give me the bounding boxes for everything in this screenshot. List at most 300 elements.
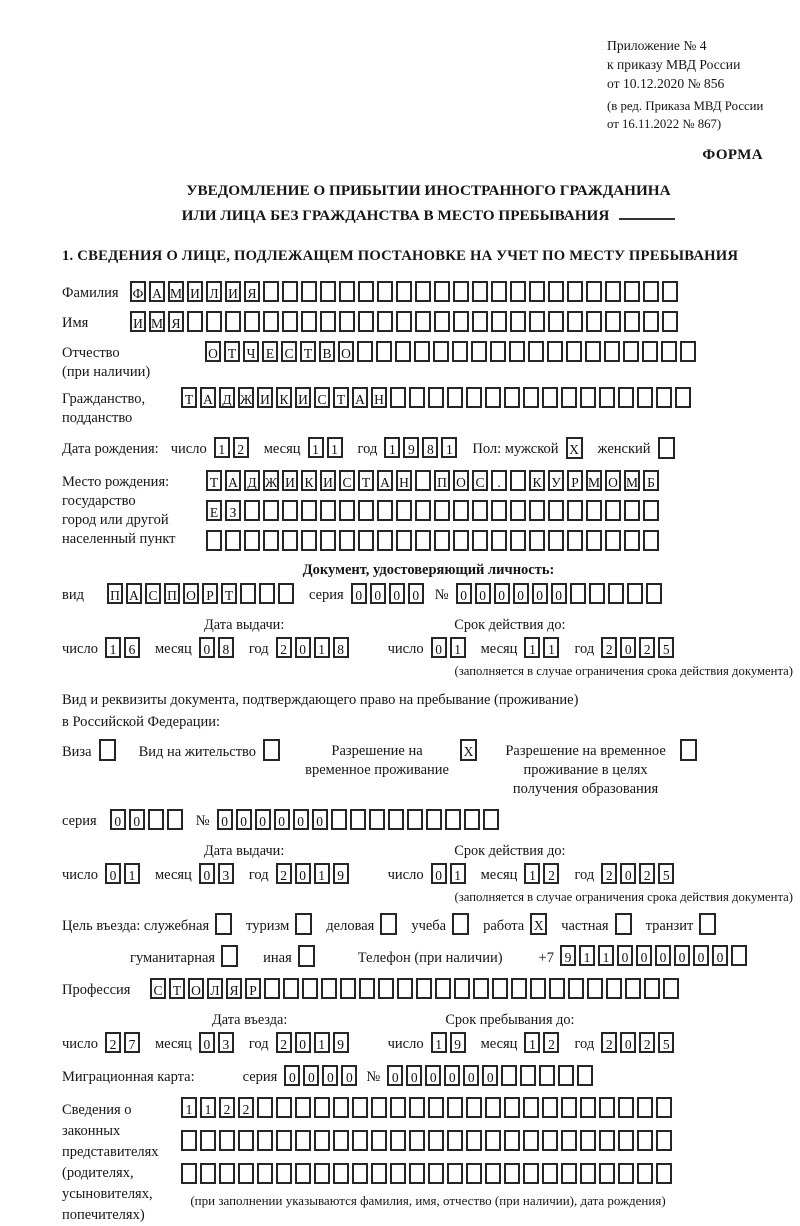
char-cell[interactable]: 6 [124, 637, 140, 658]
char-cell[interactable] [314, 1163, 330, 1184]
purpose-work-checkbox[interactable] [530, 913, 550, 939]
char-cell[interactable]: Б [643, 470, 659, 491]
char-cell[interactable]: 1 [200, 1097, 216, 1118]
char-cell[interactable]: 0 [406, 1065, 422, 1086]
char-cell[interactable] [523, 1097, 539, 1118]
char-cell[interactable] [395, 341, 411, 362]
char-cell[interactable] [585, 341, 601, 362]
char-cell[interactable]: Ж [238, 387, 254, 408]
char-cell[interactable] [426, 809, 442, 830]
char-cell[interactable] [548, 281, 564, 302]
char-cell[interactable]: Ф [130, 281, 146, 302]
permit-valid-month-input[interactable] [524, 863, 562, 888]
char-cell[interactable] [320, 281, 336, 302]
char-cell[interactable] [656, 387, 672, 408]
char-cell[interactable]: 0 [312, 809, 328, 830]
char-cell[interactable] [586, 530, 602, 551]
char-cell[interactable] [282, 530, 298, 551]
char-cell[interactable] [371, 1130, 387, 1151]
char-cell[interactable] [225, 311, 241, 332]
char-cell[interactable] [376, 341, 392, 362]
char-cell[interactable] [428, 1097, 444, 1118]
char-cell[interactable]: 0 [617, 945, 633, 966]
char-cell[interactable]: И [187, 281, 203, 302]
char-cell[interactable] [415, 281, 431, 302]
char-cell[interactable] [333, 1097, 349, 1118]
char-cell[interactable]: 7 [124, 1032, 140, 1053]
char-cell[interactable]: 5 [658, 1032, 674, 1053]
char-cell[interactable]: О [338, 341, 354, 362]
char-cell[interactable] [466, 1097, 482, 1118]
char-cell[interactable] [415, 470, 431, 491]
char-cell[interactable] [472, 281, 488, 302]
char-cell[interactable]: Т [358, 470, 374, 491]
char-cell[interactable] [435, 978, 451, 999]
char-cell[interactable]: X [530, 913, 547, 935]
char-cell[interactable] [548, 500, 564, 521]
char-cell[interactable] [466, 1130, 482, 1151]
entry-year-input[interactable] [276, 1032, 352, 1057]
char-cell[interactable] [580, 1163, 596, 1184]
char-cell[interactable]: 0 [532, 583, 548, 604]
char-cell[interactable] [352, 1097, 368, 1118]
char-cell[interactable]: 8 [422, 437, 438, 458]
char-cell[interactable] [656, 1097, 672, 1118]
char-cell[interactable]: 2 [233, 437, 249, 458]
char-cell[interactable] [167, 809, 183, 830]
char-cell[interactable]: 0 [295, 1032, 311, 1053]
char-cell[interactable] [320, 500, 336, 521]
char-cell[interactable]: Л [207, 978, 223, 999]
doc-valid-year-input[interactable] [601, 637, 677, 662]
char-cell[interactable] [263, 739, 280, 761]
birth-place-input-row3[interactable] [206, 530, 662, 555]
char-cell[interactable] [637, 1163, 653, 1184]
char-cell[interactable]: 0 [284, 1065, 300, 1086]
char-cell[interactable]: 1 [105, 637, 121, 658]
char-cell[interactable]: О [453, 470, 469, 491]
char-cell[interactable]: 0 [408, 583, 424, 604]
char-cell[interactable]: 0 [674, 945, 690, 966]
char-cell[interactable]: К [276, 387, 292, 408]
char-cell[interactable]: Д [219, 387, 235, 408]
char-cell[interactable] [618, 1097, 634, 1118]
char-cell[interactable]: Л [206, 281, 222, 302]
char-cell[interactable] [510, 470, 526, 491]
char-cell[interactable]: Д [244, 470, 260, 491]
char-cell[interactable]: Е [206, 500, 222, 521]
char-cell[interactable] [396, 311, 412, 332]
char-cell[interactable] [433, 341, 449, 362]
char-cell[interactable] [390, 1097, 406, 1118]
char-cell[interactable] [529, 500, 545, 521]
sex-female-checkbox[interactable] [658, 437, 678, 462]
char-cell[interactable]: 0 [295, 637, 311, 658]
char-cell[interactable] [148, 809, 164, 830]
char-cell[interactable] [181, 1130, 197, 1151]
char-cell[interactable] [567, 530, 583, 551]
char-cell[interactable] [301, 281, 317, 302]
char-cell[interactable]: 0 [236, 809, 252, 830]
char-cell[interactable]: 0 [693, 945, 709, 966]
char-cell[interactable] [302, 978, 318, 999]
char-cell[interactable]: 0 [217, 809, 233, 830]
char-cell[interactable] [662, 281, 678, 302]
char-cell[interactable] [447, 1163, 463, 1184]
char-cell[interactable]: Т [300, 341, 316, 362]
char-cell[interactable] [586, 500, 602, 521]
char-cell[interactable] [504, 1130, 520, 1151]
char-cell[interactable] [397, 978, 413, 999]
char-cell[interactable] [283, 978, 299, 999]
char-cell[interactable] [377, 281, 393, 302]
purpose-tourism-checkbox[interactable] [295, 913, 315, 939]
char-cell[interactable] [680, 341, 696, 362]
char-cell[interactable] [523, 1130, 539, 1151]
char-cell[interactable] [586, 311, 602, 332]
phone-input[interactable] [560, 945, 750, 971]
char-cell[interactable] [452, 913, 469, 935]
char-cell[interactable] [390, 1163, 406, 1184]
char-cell[interactable] [340, 978, 356, 999]
char-cell[interactable]: 2 [601, 1032, 617, 1053]
char-cell[interactable] [200, 1163, 216, 1184]
permit-issue-year-input[interactable] [276, 863, 352, 888]
char-cell[interactable]: 2 [238, 1097, 254, 1118]
char-cell[interactable]: Ж [263, 470, 279, 491]
char-cell[interactable] [510, 311, 526, 332]
char-cell[interactable]: Я [244, 281, 260, 302]
char-cell[interactable] [282, 500, 298, 521]
char-cell[interactable] [542, 387, 558, 408]
char-cell[interactable] [542, 1163, 558, 1184]
char-cell[interactable] [276, 1097, 292, 1118]
char-cell[interactable] [528, 341, 544, 362]
char-cell[interactable]: 1 [384, 437, 400, 458]
representatives-input-row2[interactable] [181, 1130, 675, 1155]
char-cell[interactable]: И [257, 387, 273, 408]
char-cell[interactable]: 0 [274, 809, 290, 830]
char-cell[interactable] [434, 281, 450, 302]
char-cell[interactable] [605, 500, 621, 521]
char-cell[interactable] [445, 809, 461, 830]
stay-year-input[interactable] [601, 1032, 677, 1057]
char-cell[interactable] [642, 341, 658, 362]
char-cell[interactable]: В [319, 341, 335, 362]
doc-issue-year-input[interactable] [276, 637, 352, 662]
char-cell[interactable]: 0 [199, 863, 215, 884]
char-cell[interactable]: 0 [351, 583, 367, 604]
char-cell[interactable] [244, 530, 260, 551]
char-cell[interactable]: 2 [219, 1097, 235, 1118]
char-cell[interactable] [567, 500, 583, 521]
profession-input[interactable] [150, 978, 682, 1003]
char-cell[interactable]: О [605, 470, 621, 491]
char-cell[interactable] [428, 387, 444, 408]
char-cell[interactable]: Н [396, 470, 412, 491]
char-cell[interactable] [618, 387, 634, 408]
permit-issue-month-input[interactable] [199, 863, 237, 888]
char-cell[interactable] [447, 387, 463, 408]
temp-residence-edu-checkbox[interactable] [680, 739, 700, 765]
char-cell[interactable] [453, 281, 469, 302]
stay-day-input[interactable] [431, 1032, 469, 1057]
char-cell[interactable]: 0 [431, 637, 447, 658]
char-cell[interactable] [567, 311, 583, 332]
char-cell[interactable] [238, 1163, 254, 1184]
char-cell[interactable] [295, 1097, 311, 1118]
char-cell[interactable]: 0 [551, 583, 567, 604]
char-cell[interactable] [485, 387, 501, 408]
char-cell[interactable]: 0 [431, 863, 447, 884]
char-cell[interactable] [491, 530, 507, 551]
char-cell[interactable] [510, 281, 526, 302]
char-cell[interactable] [206, 530, 222, 551]
char-cell[interactable] [396, 500, 412, 521]
char-cell[interactable] [396, 530, 412, 551]
char-cell[interactable] [452, 341, 468, 362]
char-cell[interactable]: 0 [129, 809, 145, 830]
doc-type-input[interactable] [107, 583, 297, 608]
birth-month-input[interactable] [308, 437, 346, 462]
char-cell[interactable]: 2 [105, 1032, 121, 1053]
char-cell[interactable] [295, 913, 312, 935]
char-cell[interactable]: 2 [276, 637, 292, 658]
char-cell[interactable] [295, 1163, 311, 1184]
char-cell[interactable]: 2 [639, 637, 655, 658]
char-cell[interactable]: С [281, 341, 297, 362]
char-cell[interactable]: 0 [293, 809, 309, 830]
char-cell[interactable] [415, 530, 431, 551]
char-cell[interactable]: С [339, 470, 355, 491]
char-cell[interactable] [491, 500, 507, 521]
char-cell[interactable] [301, 500, 317, 521]
char-cell[interactable] [623, 341, 639, 362]
char-cell[interactable] [339, 311, 355, 332]
char-cell[interactable] [358, 530, 374, 551]
char-cell[interactable] [447, 1130, 463, 1151]
char-cell[interactable]: 9 [450, 1032, 466, 1053]
char-cell[interactable] [200, 1130, 216, 1151]
char-cell[interactable]: 0 [199, 1032, 215, 1053]
char-cell[interactable]: У [548, 470, 564, 491]
char-cell[interactable] [490, 341, 506, 362]
char-cell[interactable]: 1 [314, 1032, 330, 1053]
char-cell[interactable]: 0 [110, 809, 126, 830]
entry-month-input[interactable] [199, 1032, 237, 1057]
char-cell[interactable] [447, 1097, 463, 1118]
char-cell[interactable] [371, 1097, 387, 1118]
char-cell[interactable]: 5 [658, 863, 674, 884]
char-cell[interactable]: Р [202, 583, 218, 604]
char-cell[interactable]: 0 [655, 945, 671, 966]
char-cell[interactable] [295, 1130, 311, 1151]
char-cell[interactable] [624, 530, 640, 551]
char-cell[interactable]: М [168, 281, 184, 302]
char-cell[interactable] [580, 1097, 596, 1118]
char-cell[interactable]: 2 [639, 1032, 655, 1053]
char-cell[interactable] [339, 500, 355, 521]
char-cell[interactable]: 0 [444, 1065, 460, 1086]
char-cell[interactable] [577, 1065, 593, 1086]
temp-residence-permit-checkbox[interactable] [460, 739, 480, 765]
char-cell[interactable] [339, 281, 355, 302]
char-cell[interactable]: 2 [276, 1032, 292, 1053]
permit-number-input[interactable] [217, 809, 502, 834]
char-cell[interactable] [472, 311, 488, 332]
char-cell[interactable]: 0 [387, 1065, 403, 1086]
char-cell[interactable] [453, 500, 469, 521]
char-cell[interactable]: Е [262, 341, 278, 362]
char-cell[interactable]: Р [245, 978, 261, 999]
char-cell[interactable] [625, 978, 641, 999]
char-cell[interactable] [219, 1163, 235, 1184]
char-cell[interactable] [257, 1130, 273, 1151]
char-cell[interactable] [377, 311, 393, 332]
char-cell[interactable] [409, 1130, 425, 1151]
char-cell[interactable] [99, 739, 116, 761]
char-cell[interactable] [520, 1065, 536, 1086]
char-cell[interactable] [264, 978, 280, 999]
representatives-input-row1[interactable] [181, 1097, 675, 1122]
char-cell[interactable] [561, 1130, 577, 1151]
char-cell[interactable]: X [566, 437, 583, 459]
char-cell[interactable]: Н [371, 387, 387, 408]
char-cell[interactable]: 9 [333, 863, 349, 884]
char-cell[interactable] [605, 530, 621, 551]
char-cell[interactable]: О [183, 583, 199, 604]
char-cell[interactable]: И [225, 281, 241, 302]
char-cell[interactable] [637, 1097, 653, 1118]
char-cell[interactable]: А [149, 281, 165, 302]
char-cell[interactable] [187, 311, 203, 332]
doc-valid-day-input[interactable] [431, 637, 469, 662]
char-cell[interactable]: С [472, 470, 488, 491]
char-cell[interactable] [699, 913, 716, 935]
char-cell[interactable] [646, 583, 662, 604]
name-input[interactable] [130, 311, 681, 336]
char-cell[interactable] [561, 1163, 577, 1184]
char-cell[interactable]: 0 [341, 1065, 357, 1086]
char-cell[interactable] [529, 281, 545, 302]
char-cell[interactable] [320, 530, 336, 551]
sex-male-checkbox[interactable] [566, 437, 586, 462]
stay-month-input[interactable] [524, 1032, 562, 1057]
char-cell[interactable]: 1 [181, 1097, 197, 1118]
char-cell[interactable] [352, 1130, 368, 1151]
char-cell[interactable] [415, 311, 431, 332]
migration-number-input[interactable] [387, 1065, 596, 1090]
char-cell[interactable]: О [205, 341, 221, 362]
char-cell[interactable]: О [188, 978, 204, 999]
doc-valid-month-input[interactable] [524, 637, 562, 662]
char-cell[interactable] [530, 978, 546, 999]
char-cell[interactable]: 1 [431, 1032, 447, 1053]
char-cell[interactable]: 1 [524, 637, 540, 658]
char-cell[interactable]: 9 [403, 437, 419, 458]
char-cell[interactable]: 1 [450, 637, 466, 658]
permit-valid-day-input[interactable] [431, 863, 469, 888]
char-cell[interactable] [589, 583, 605, 604]
representatives-input-row3[interactable] [181, 1163, 675, 1188]
char-cell[interactable]: 1 [441, 437, 457, 458]
char-cell[interactable] [471, 341, 487, 362]
char-cell[interactable] [637, 387, 653, 408]
char-cell[interactable]: Т [221, 583, 237, 604]
char-cell[interactable] [244, 311, 260, 332]
char-cell[interactable] [390, 387, 406, 408]
char-cell[interactable] [542, 1097, 558, 1118]
char-cell[interactable]: 0 [255, 809, 271, 830]
char-cell[interactable] [238, 1130, 254, 1151]
char-cell[interactable] [587, 978, 603, 999]
char-cell[interactable]: 0 [620, 1032, 636, 1053]
char-cell[interactable] [414, 341, 430, 362]
char-cell[interactable] [276, 1163, 292, 1184]
birth-day-input[interactable] [214, 437, 252, 462]
char-cell[interactable] [663, 978, 679, 999]
char-cell[interactable]: 0 [456, 583, 472, 604]
char-cell[interactable] [472, 530, 488, 551]
char-cell[interactable]: 9 [333, 1032, 349, 1053]
char-cell[interactable]: С [314, 387, 330, 408]
char-cell[interactable] [358, 281, 374, 302]
char-cell[interactable] [627, 583, 643, 604]
doc-issue-month-input[interactable] [199, 637, 237, 662]
char-cell[interactable]: Я [226, 978, 242, 999]
char-cell[interactable] [434, 530, 450, 551]
citizenship-input[interactable] [181, 387, 694, 412]
char-cell[interactable] [485, 1097, 501, 1118]
char-cell[interactable] [548, 311, 564, 332]
char-cell[interactable]: 0 [303, 1065, 319, 1086]
permit-valid-year-input[interactable] [601, 863, 677, 888]
char-cell[interactable]: 0 [322, 1065, 338, 1086]
char-cell[interactable] [244, 500, 260, 521]
char-cell[interactable] [599, 1163, 615, 1184]
char-cell[interactable]: 0 [463, 1065, 479, 1086]
char-cell[interactable] [675, 387, 691, 408]
char-cell[interactable] [643, 530, 659, 551]
entry-day-input[interactable] [105, 1032, 143, 1057]
char-cell[interactable] [643, 500, 659, 521]
char-cell[interactable] [259, 583, 275, 604]
purpose-official-checkbox[interactable] [215, 913, 235, 939]
char-cell[interactable] [570, 583, 586, 604]
char-cell[interactable]: 8 [333, 637, 349, 658]
char-cell[interactable] [358, 500, 374, 521]
char-cell[interactable] [624, 281, 640, 302]
char-cell[interactable]: А [352, 387, 368, 408]
char-cell[interactable] [453, 311, 469, 332]
char-cell[interactable]: . [491, 470, 507, 491]
char-cell[interactable] [580, 387, 596, 408]
char-cell[interactable]: 2 [543, 863, 559, 884]
char-cell[interactable] [618, 1163, 634, 1184]
char-cell[interactable] [547, 341, 563, 362]
char-cell[interactable] [339, 530, 355, 551]
char-cell[interactable] [561, 387, 577, 408]
char-cell[interactable] [409, 387, 425, 408]
char-cell[interactable] [568, 978, 584, 999]
char-cell[interactable]: 1 [314, 637, 330, 658]
char-cell[interactable]: 9 [560, 945, 576, 966]
char-cell[interactable] [485, 1130, 501, 1151]
char-cell[interactable]: Т [333, 387, 349, 408]
purpose-transit-checkbox[interactable] [699, 913, 719, 939]
char-cell[interactable] [644, 978, 660, 999]
char-cell[interactable] [380, 913, 397, 935]
